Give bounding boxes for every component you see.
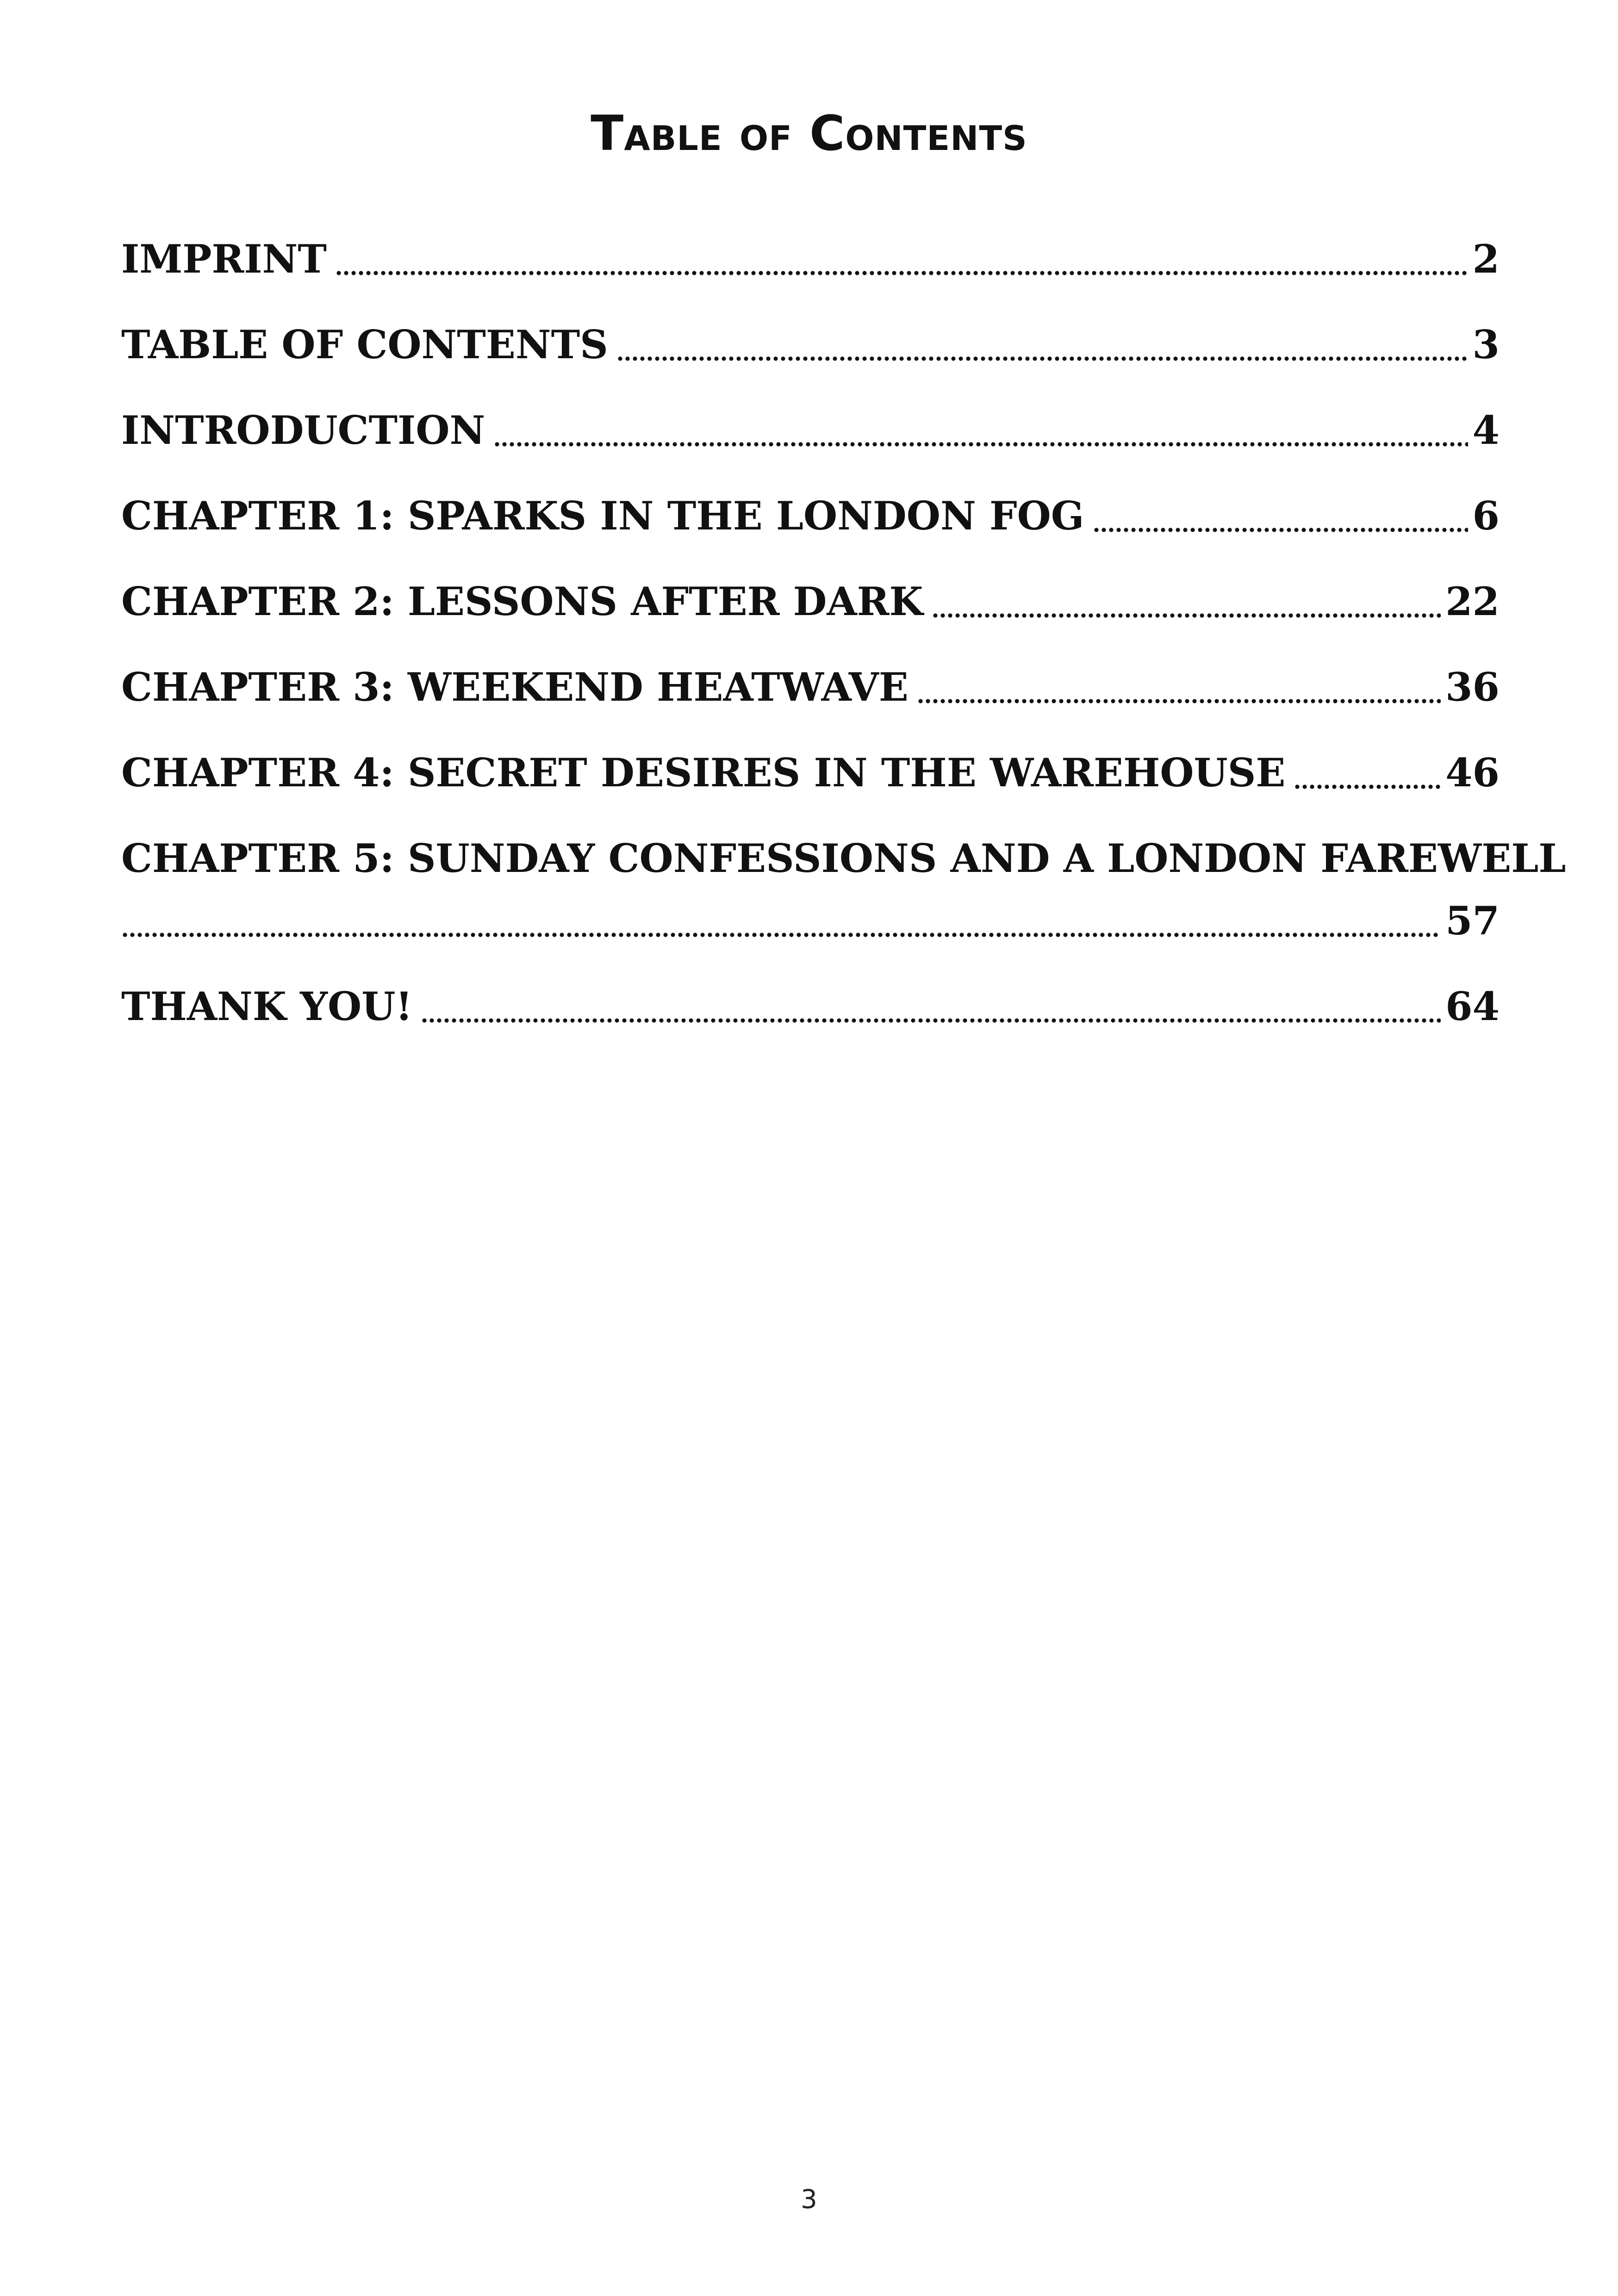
toc-entry-page: 4 [1472,407,1500,453]
toc-entry-imprint[interactable] [121,231,1500,317]
toc-entry-page: 22 [1445,579,1500,624]
toc-entry-page: 64 [1445,983,1500,1029]
toc-entry-chapter-3[interactable] [121,660,1500,745]
toc-entry-introduction[interactable] [121,403,1500,488]
dot-leader [121,911,1441,939]
dot-leader [932,591,1441,619]
toc-entry-title: INTRODUCTION [121,407,485,453]
toc-entry-page: 36 [1445,664,1500,710]
toc-entry-page: 46 [1445,750,1500,796]
dot-leader [1093,506,1468,534]
dot-leader [421,996,1441,1024]
toc-entry-title: CHAPTER 5: SUNDAY CONFESSIONS AND A LONDON FAREWELL [121,835,1566,881]
dot-leader [616,335,1468,362]
toc-entry-title: CHAPTER 4: SECRET DESIRES IN THE WAREHOUSE [121,750,1286,796]
toc-entry-page: 6 [1472,493,1500,539]
toc-entry-page: 57 [1445,898,1500,944]
toc-entry-chapter-2[interactable] [121,574,1500,660]
page-number: 3 [801,2184,817,2215]
toc-entry-title: TABLE OF CONTENTS [121,322,608,367]
page-title: Table of Contents [591,105,1027,162]
dot-leader [493,420,1468,448]
toc-entry-title: CHAPTER 3: WEEKEND HEATWAVE [121,664,909,710]
toc-entry-page: 2 [1472,236,1500,282]
table-of-contents [121,231,1566,1064]
toc-entry-thank-you[interactable] [121,979,1500,1064]
dot-leader [1294,763,1441,790]
toc-entry-chapter-4[interactable] [121,745,1500,831]
toc-entry-title: CHAPTER 1: SPARKS IN THE LONDON FOG [121,493,1084,539]
toc-entry-title: CHAPTER 2: LESSONS AFTER DARK [121,579,923,624]
toc-entry-title: IMPRINT [121,236,327,282]
toc-entry-title: THANK YOU! [121,983,413,1029]
dot-leader [917,677,1441,705]
toc-entry-chapter-5[interactable] [121,831,1566,979]
toc-entry-table-of-contents[interactable] [121,317,1500,403]
toc-entry-chapter-1[interactable] [121,488,1500,574]
toc-entry-page: 3 [1472,322,1500,367]
dot-leader [335,249,1468,277]
